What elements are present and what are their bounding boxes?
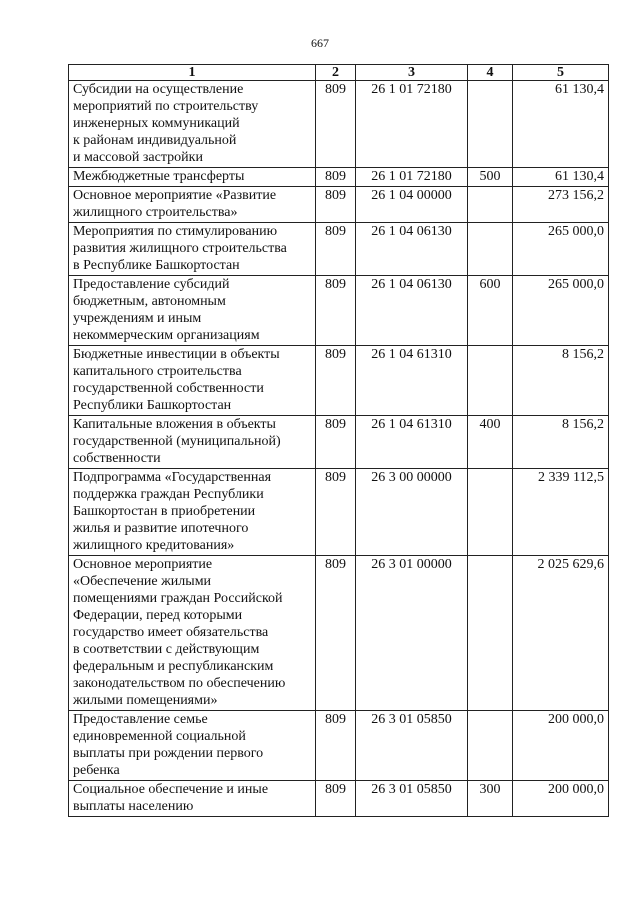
row-amount: 265 000,0 <box>513 276 609 346</box>
table-row <box>69 187 609 223</box>
row-name-line: Башкортостан в приобретении <box>73 504 256 519</box>
row-name-line: ребенка <box>73 763 120 778</box>
row-name <box>69 223 316 276</box>
table-body <box>69 81 609 817</box>
row-amount: 61 130,4 <box>513 168 609 187</box>
row-amount: 8 156,2 <box>513 346 609 416</box>
row-target-code: 26 3 01 05850 <box>356 781 468 817</box>
row-name-line: Бюджетные инвестиции в объекты <box>73 347 280 362</box>
row-admin-code: 809 <box>316 711 356 781</box>
row-admin-code: 809 <box>316 168 356 187</box>
header-row <box>69 65 609 81</box>
row-name-line: жилыми помещениями» <box>73 693 218 708</box>
row-name <box>69 711 316 781</box>
row-name-line: законодательством по обеспечению <box>73 676 286 691</box>
table-row <box>69 416 609 469</box>
row-name-line: некоммерческим организациям <box>73 328 260 343</box>
table-row <box>69 469 609 556</box>
row-name-line: выплаты населению <box>73 799 194 814</box>
row-name <box>69 416 316 469</box>
table-row <box>69 81 609 168</box>
row-expense-type: 500 <box>468 168 513 187</box>
row-name <box>69 469 316 556</box>
row-amount: 61 130,4 <box>513 81 609 168</box>
row-name <box>69 346 316 416</box>
row-name-line: «Обеспечение жилыми <box>73 574 212 589</box>
row-name-line: Предоставление субсидий <box>73 277 230 292</box>
row-name-line: Основное мероприятие «Развитие <box>73 188 277 203</box>
row-name-line: жилищного строительства» <box>73 205 238 220</box>
row-name-line: единовременной социальной <box>73 729 246 744</box>
row-name-line: Межбюджетные трансферты <box>73 169 245 184</box>
row-admin-code: 809 <box>316 469 356 556</box>
row-target-code: 26 1 01 72180 <box>356 168 468 187</box>
row-name-line: государственной (муниципальной) <box>73 434 281 449</box>
page-number: 667 <box>311 36 329 50</box>
row-expense-type <box>468 346 513 416</box>
row-admin-code: 809 <box>316 223 356 276</box>
row-target-code: 26 1 04 00000 <box>356 187 468 223</box>
row-name-line: развития жилищного строительства <box>73 241 287 256</box>
row-name <box>69 276 316 346</box>
row-amount: 2 025 629,6 <box>513 556 609 711</box>
row-name-line: Подпрограмма «Государственная <box>73 470 272 485</box>
row-name-line: Капитальные вложения в объекты <box>73 417 276 432</box>
header-col-2: 2 <box>316 65 356 81</box>
row-expense-type: 400 <box>468 416 513 469</box>
table-row <box>69 346 609 416</box>
row-name-line: инженерных коммуникаций <box>73 116 240 131</box>
row-target-code: 26 3 00 00000 <box>356 469 468 556</box>
row-name <box>69 168 316 187</box>
row-amount: 8 156,2 <box>513 416 609 469</box>
table-row <box>69 168 609 187</box>
row-name-line: государственной собственности <box>73 381 264 396</box>
row-name-line: капитального строительства <box>73 364 242 379</box>
table-row <box>69 276 609 346</box>
row-amount: 2 339 112,5 <box>513 469 609 556</box>
row-name-line: в Республике Башкортостан <box>73 258 240 273</box>
row-expense-type <box>468 81 513 168</box>
row-name <box>69 81 316 168</box>
row-amount: 265 000,0 <box>513 223 609 276</box>
row-name-line: Основное мероприятие <box>73 557 213 572</box>
row-admin-code: 809 <box>316 187 356 223</box>
row-name-line: Мероприятия по стимулированию <box>73 224 278 239</box>
table-row <box>69 556 609 711</box>
budget-table <box>68 64 609 817</box>
row-name-line: жилья и развитие ипотечного <box>73 521 249 536</box>
row-name-line: выплаты при рождении первого <box>73 746 264 761</box>
table-row <box>69 711 609 781</box>
row-name <box>69 781 316 817</box>
row-name <box>69 187 316 223</box>
row-target-code: 26 1 04 61310 <box>356 416 468 469</box>
row-amount: 273 156,2 <box>513 187 609 223</box>
row-amount: 200 000,0 <box>513 711 609 781</box>
row-admin-code: 809 <box>316 556 356 711</box>
row-target-code: 26 3 01 05850 <box>356 711 468 781</box>
row-admin-code: 809 <box>316 81 356 168</box>
row-name-line: собственности <box>73 451 161 466</box>
row-name-line: учреждениям и иным <box>73 311 202 326</box>
row-admin-code: 809 <box>316 276 356 346</box>
table-row <box>69 781 609 817</box>
header-col-5: 5 <box>513 65 609 81</box>
row-target-code: 26 1 01 72180 <box>356 81 468 168</box>
row-target-code: 26 1 04 61310 <box>356 346 468 416</box>
row-name-line: и массовой застройки <box>73 150 203 165</box>
row-target-code: 26 1 04 06130 <box>356 276 468 346</box>
row-amount: 200 000,0 <box>513 781 609 817</box>
row-name-line: Предоставление семье <box>73 712 208 727</box>
row-name-line: Республики Башкортостан <box>73 398 232 413</box>
row-name-line: федеральным и республиканским <box>73 659 274 674</box>
row-target-code: 26 3 01 00000 <box>356 556 468 711</box>
row-expense-type <box>468 187 513 223</box>
row-target-code: 26 1 04 06130 <box>356 223 468 276</box>
row-expense-type <box>468 223 513 276</box>
row-expense-type <box>468 469 513 556</box>
row-name-line: Субсидии на осуществление <box>73 82 244 97</box>
row-expense-type <box>468 711 513 781</box>
row-name-line: Федерации, перед которыми <box>73 608 243 623</box>
row-name-line: бюджетным, автономным <box>73 294 226 309</box>
row-name-line: в соответствии с действующим <box>73 642 260 657</box>
header-col-1: 1 <box>69 65 316 81</box>
row-admin-code: 809 <box>316 416 356 469</box>
row-admin-code: 809 <box>316 346 356 416</box>
row-name <box>69 556 316 711</box>
row-name-line: жилищного кредитования» <box>73 538 235 553</box>
table-row <box>69 223 609 276</box>
header-col-4: 4 <box>468 65 513 81</box>
row-name-line: к районам индивидуальной <box>73 133 237 148</box>
row-name-line: государство имеет обязательства <box>73 625 269 640</box>
row-name-line: поддержка граждан Республики <box>73 487 264 502</box>
row-name-line: Социальное обеспечение и иные <box>73 782 269 797</box>
row-admin-code: 809 <box>316 781 356 817</box>
row-name-line: мероприятий по строительству <box>73 99 259 114</box>
row-expense-type: 600 <box>468 276 513 346</box>
header-col-3: 3 <box>356 65 468 81</box>
row-expense-type: 300 <box>468 781 513 817</box>
row-name-line: помещениями граждан Российской <box>73 591 283 606</box>
row-expense-type <box>468 556 513 711</box>
